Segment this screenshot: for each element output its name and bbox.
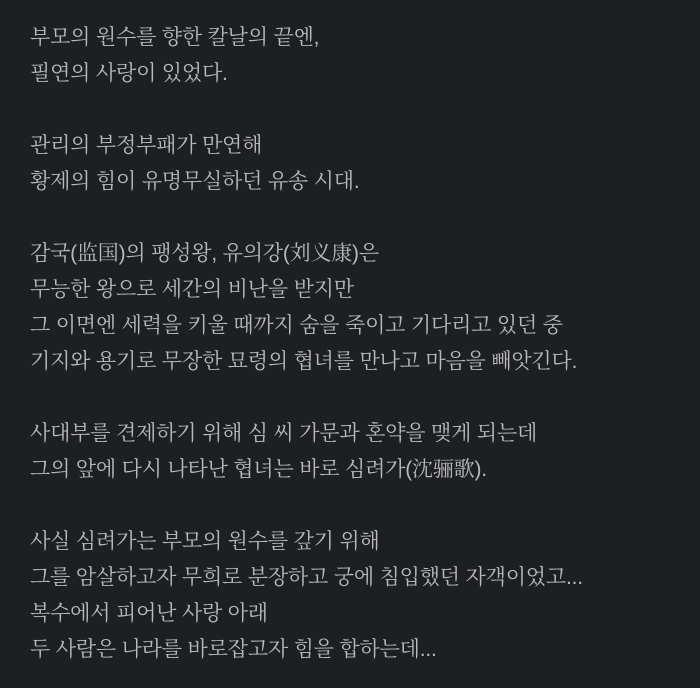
synopsis-paragraph — [30, 128, 672, 200]
synopsis-line: 관리의 부정부패가 만연해 — [30, 134, 263, 157]
synopsis-line: 필연의 사랑이 있었다. — [30, 62, 228, 85]
synopsis-line: 그 이면엔 세력을 키울 때까지 숨을 죽이고 기다리고 있던 중 — [30, 314, 563, 337]
synopsis-paragraph — [30, 236, 672, 380]
synopsis-line: 그를 암살하고자 무희로 분장하고 궁에 침입했던 자객이었고... — [30, 566, 583, 589]
synopsis-line: 무능한 왕으로 세간의 비난을 받지만 — [30, 278, 354, 301]
synopsis-line: 그의 앞에 다시 나타난 협녀는 바로 심려가(沈骊歌). — [30, 458, 487, 481]
synopsis-line: 사실 심려가는 부모의 원수를 갚기 위해 — [30, 530, 380, 553]
synopsis-line: 기지와 용기로 무장한 묘령의 협녀를 만나고 마음을 빼앗긴다. — [30, 350, 578, 373]
synopsis-paragraph — [30, 416, 672, 488]
synopsis-line: 복수에서 피어난 사랑 아래 — [30, 602, 268, 625]
synopsis-paragraph — [30, 20, 672, 92]
synopsis-line: 감국(监国)의 팽성왕, 유의강(刘义康)은 — [30, 242, 379, 265]
synopsis-paragraph — [30, 524, 672, 668]
synopsis-line: 황제의 힘이 유명무실하던 유송 시대. — [30, 170, 360, 193]
synopsis-line: 두 사람은 나라를 바로잡고자 힘을 합하는데... — [30, 638, 437, 661]
synopsis-line: 부모의 원수를 향한 칼날의 끝엔, — [30, 26, 320, 49]
synopsis-line: 사대부를 견제하기 위해 심 씨 가문과 혼약을 맺게 되는데 — [30, 422, 538, 445]
